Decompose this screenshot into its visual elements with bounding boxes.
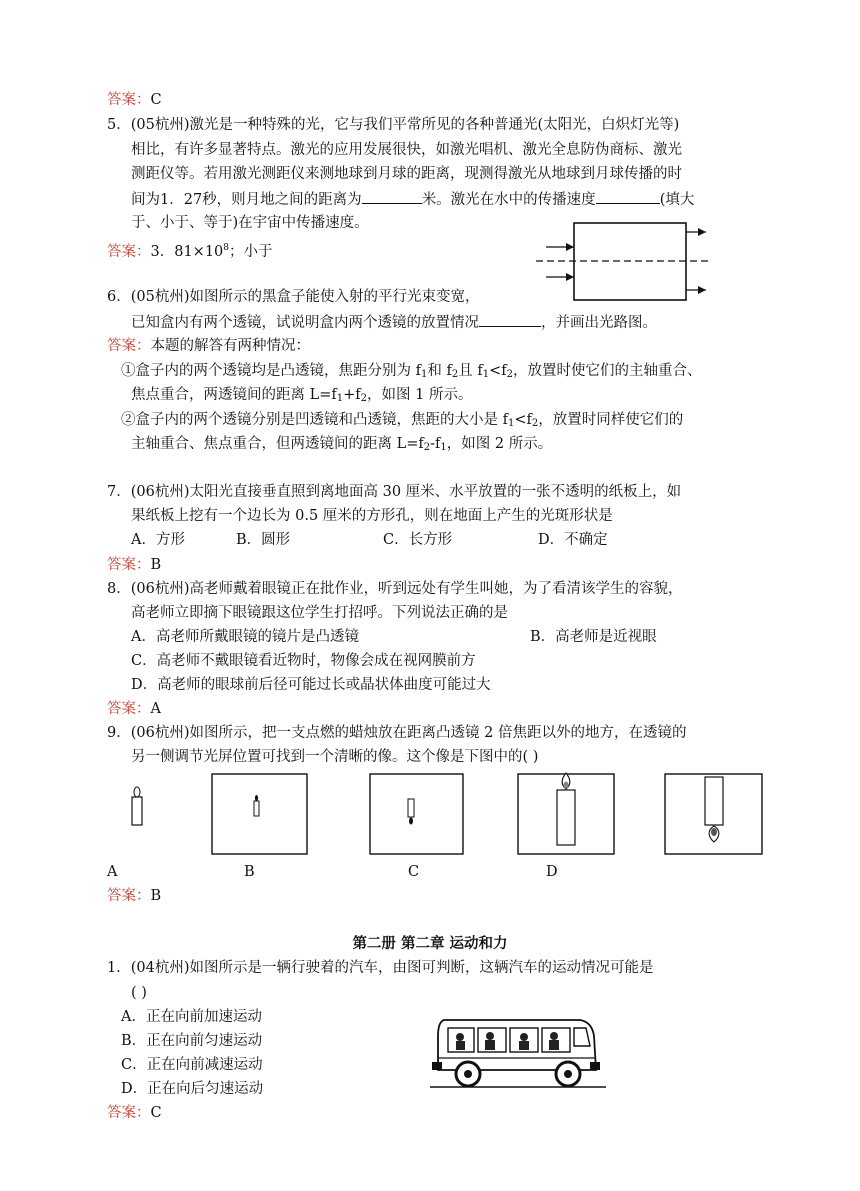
text: 和 f xyxy=(427,363,452,379)
q5-line5: 于、小于、等于)在宇宙中传播速度。 xyxy=(131,215,369,231)
q5-line2: 相比，有许多显著特点。激光的应用发展很快，如激光唱机、激光全息防伪商标、激光 xyxy=(131,142,682,158)
subscript: 1 xyxy=(482,369,490,380)
image-option-b[interactable] xyxy=(212,774,307,854)
q9-answer xyxy=(107,886,161,906)
s2q1-line1 xyxy=(107,958,654,978)
text: ，如图 2 所示。 xyxy=(446,436,553,452)
q5-line4-part2: 米。激光在水中的传播速度 xyxy=(421,192,596,208)
q6-case2-line2 xyxy=(131,434,552,458)
s2q1-option-a[interactable]: A．正在向前加速运动 xyxy=(121,1009,262,1025)
s2q1-option-d[interactable]: D．正在向后匀速运动 xyxy=(121,1081,264,1097)
q6-line2 xyxy=(131,312,657,333)
s2q1-number: 1． xyxy=(107,960,131,976)
subscript: 2 xyxy=(506,369,513,380)
subscript: 1 xyxy=(420,369,428,380)
q6-number: 6． xyxy=(107,289,131,305)
q7-answer xyxy=(107,555,161,575)
black-box-figure xyxy=(536,218,716,308)
text: -f xyxy=(430,436,441,452)
q7-line2: 果纸板上挖有一个边长为 0.5 厘米的方形孔，则在地面上产生的光斑形状是 xyxy=(131,508,613,524)
q5-number: 5． xyxy=(107,117,131,133)
q8-text: (06杭州)高老师戴着眼镜正在批作业，听到远处有学生叫她，为了看清该学生的容貌， xyxy=(130,581,683,597)
answer-label: 答案： xyxy=(107,888,151,904)
q5-line4-part3: (填大 xyxy=(659,192,695,208)
text: ，放置时同样使它们的 xyxy=(538,412,684,428)
q7-text: (06杭州)太阳光直接垂直照到离地面高 30 厘米、水平放置的一张不透明的纸板上，如 xyxy=(130,484,682,500)
q8-option-d[interactable]: D．高老师的眼球前后径可能过长或晶状体曲度可能过大 xyxy=(131,677,491,693)
text: ，放置时使它们的主轴重合、 xyxy=(512,363,702,379)
text: +f xyxy=(343,387,361,403)
q5-line3: 测距仪等。若用激光测距仪来测地球到月球的距离，现测得激光从地球到月球传播的时 xyxy=(131,166,682,182)
q7-option-c[interactable]: C．长方形 xyxy=(383,532,453,548)
answer-line-prev xyxy=(107,90,162,110)
subscript: 1 xyxy=(336,393,344,404)
text: ②盒子内的两个透镜分别是凹透镜和凸透镜，焦距的大小是 f xyxy=(121,412,508,428)
s2q1-answer xyxy=(107,1103,162,1123)
image-option-e[interactable] xyxy=(665,774,762,854)
image-option-d[interactable] xyxy=(518,773,614,854)
q8-answer xyxy=(107,699,161,719)
q7-option-b[interactable]: B．圆形 xyxy=(236,532,291,548)
s2q1-line2: ( ) xyxy=(131,985,147,1001)
q7-line1 xyxy=(107,482,681,502)
q5-blank-distance[interactable] xyxy=(362,189,422,204)
q9-number: 9． xyxy=(107,725,131,741)
q7-answer-value: B xyxy=(150,557,162,573)
subscript: 1 xyxy=(440,442,447,453)
q6-case2-line1 xyxy=(121,410,683,434)
q6-line2-part2: ，并画出光路图。 xyxy=(541,315,657,331)
q5-line4-part1: 间为1．27秒，则月地之间的距离为 xyxy=(131,192,362,208)
q9-line1 xyxy=(107,723,686,743)
answer-label: 答案： xyxy=(107,1105,151,1121)
q7-number: 7． xyxy=(107,484,131,500)
subscript: 2 xyxy=(360,393,368,404)
q5-blank-speed[interactable] xyxy=(596,189,660,204)
q5-text: (05杭州)激光是一种特殊的光，它与我们平常所见的各种普通光(太阳光，白炽灯光等) xyxy=(130,117,680,133)
s2q1-text: (04杭州)如图所示是一辆行驶着的汽车，由图可判断，这辆汽车的运动情况可能是 xyxy=(130,960,654,976)
q5-answer-value2: ；小于 xyxy=(229,244,273,260)
s2q1-option-c[interactable]: C．正在向前减速运动 xyxy=(121,1057,263,1073)
q6-blank[interactable] xyxy=(479,312,541,327)
q6-line1 xyxy=(107,287,480,307)
answer-label: 答案： xyxy=(107,557,151,573)
image-option-c[interactable] xyxy=(370,774,463,854)
q8-option-b[interactable]: B．高老师是近视眼 xyxy=(530,629,657,645)
s2q1-answer-value: C xyxy=(150,1105,162,1121)
q6-text: (05杭州)如图所示的黑盒子能使入射的平行光束变宽， xyxy=(130,289,480,305)
q9-label-c: C xyxy=(408,864,420,880)
q5-line1 xyxy=(107,115,679,135)
answer-value: C xyxy=(150,92,162,108)
text: ，如图 1 所示。 xyxy=(367,387,473,403)
text: <f xyxy=(514,412,532,428)
subscript: 2 xyxy=(451,369,459,380)
q6-case1-line1 xyxy=(121,361,701,385)
section-title: 第二册 第二章 运动和力 xyxy=(352,935,508,952)
q9-label-a: A xyxy=(107,864,118,880)
subscript: 2 xyxy=(531,418,539,429)
q5-answer xyxy=(107,238,273,262)
q5-answer-value: 3．81×10 xyxy=(150,244,224,260)
q6-line2-part1: 已知盒内有两个透镜，试说明盒内两个透镜的放置情况 xyxy=(131,315,479,331)
answer-label: 答案： xyxy=(107,92,151,108)
q8-line2: 高老师立即摘下眼镜跟这位学生打招呼。下列说法正确的是 xyxy=(131,605,508,621)
q8-answer-value: A xyxy=(150,701,161,717)
q8-line1 xyxy=(107,579,683,599)
q5-answer-exponent: 8 xyxy=(223,243,230,253)
van-illustration xyxy=(430,1010,610,1092)
q9-label-d: D xyxy=(546,864,558,880)
text: <f xyxy=(489,363,507,379)
answer-label: 答案： xyxy=(107,701,151,717)
q7-option-a[interactable]: A．方形 xyxy=(131,532,185,548)
q8-option-c[interactable]: C．高老师不戴眼镜看近物时，物像会成在视网膜前方 xyxy=(131,653,476,669)
q9-line2: 另一侧调节光屏位置可找到一个清晰的像。这个像是下图中的( ) xyxy=(131,749,539,765)
q7-option-d[interactable]: D．不确定 xyxy=(538,532,608,548)
text: 主轴重合、焦点重合，但两透镜间的距离 L=f xyxy=(131,436,424,452)
q6-case1-line2 xyxy=(131,385,473,409)
candle-original xyxy=(132,787,142,825)
candle-figures xyxy=(108,770,788,860)
q5-line4 xyxy=(131,189,694,210)
s2q1-option-b[interactable]: B．正在向前匀速运动 xyxy=(121,1033,263,1049)
answer-label: 答案： xyxy=(107,244,151,260)
text: ①盒子内的两个透镜均是凸透镜，焦距分别为 f xyxy=(121,363,421,379)
q8-number: 8． xyxy=(107,581,131,597)
q8-option-a[interactable]: A．高老师所戴眼镜的镜片是凸透镜 xyxy=(131,629,359,645)
q9-text: (06杭州)如图所示，把一支点燃的蜡烛放在距离凸透镜 2 倍焦距以外的地方，在透镜的 xyxy=(130,725,687,741)
answer-label: 答案： xyxy=(107,338,151,354)
q6-answer-intro: 本题的解答有两种情况： xyxy=(150,338,310,354)
q6-answer xyxy=(107,336,310,356)
subscript: 2 xyxy=(423,442,431,453)
subscript: 1 xyxy=(507,418,515,429)
q9-answer-value: B xyxy=(150,888,162,904)
text: 且 f xyxy=(458,363,483,379)
text: 焦点重合，两透镜间的距离 L=f xyxy=(131,387,337,403)
q9-label-b: B xyxy=(244,864,255,880)
